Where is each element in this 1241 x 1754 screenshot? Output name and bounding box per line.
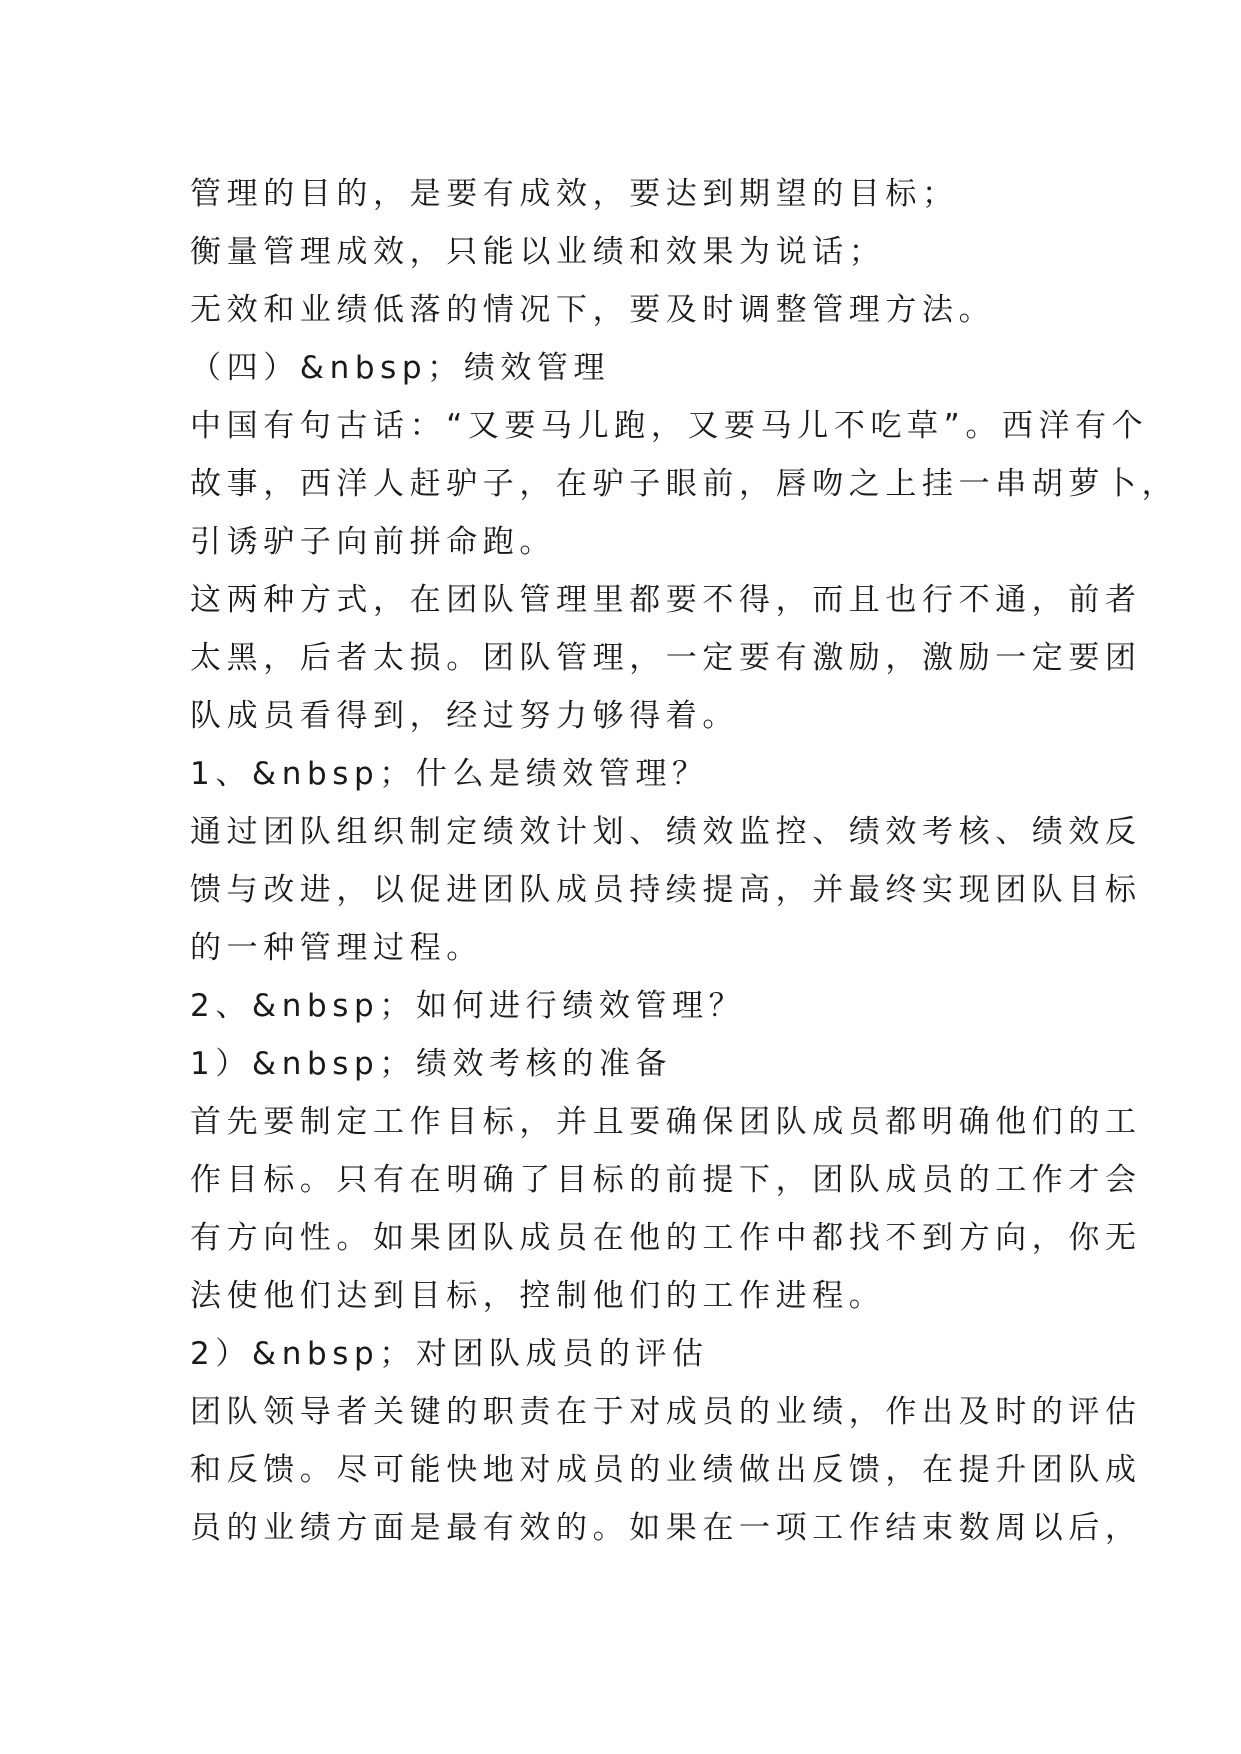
text-line: 团队领导者关键的职责在于对成员的业绩，作出及时的评估 xyxy=(190,1394,1142,1430)
text-line: 有方向性。如果团队成员在他的工作中都找不到方向，你无 xyxy=(190,1220,1142,1256)
text-line: 作目标。只有在明确了目标的前提下，团队成员的工作才会 xyxy=(190,1162,1142,1198)
text-line: 故事，西洋人赶驴子，在驴子眼前，唇吻之上挂一串胡萝卜， xyxy=(190,466,1179,502)
body-text xyxy=(190,165,1179,1557)
text-line: 无效和业绩低落的情况下，要及时调整管理方法。 xyxy=(190,292,996,328)
subsection-heading: 2）&nbsp；对团队成员的评估 xyxy=(190,1336,709,1372)
section-heading: （四）&nbsp；绩效管理 xyxy=(190,350,611,386)
text-line: 队成员看得到，经过努力够得着。 xyxy=(190,698,739,734)
text-line: 通过团队组织制定绩效计划、绩效监控、绩效考核、绩效反 xyxy=(190,814,1142,850)
text-line: 和反馈。尽可能快地对成员的业绩做出反馈，在提升团队成 xyxy=(190,1452,1142,1488)
text-line: 衡量管理成效，只能以业绩和效果为说话； xyxy=(190,234,886,270)
text-line: 引诱驴子向前拼命跑。 xyxy=(190,524,556,560)
subsection-heading: 1、&nbsp；什么是绩效管理？ xyxy=(190,756,709,792)
text-line: 太黑，后者太损。团队管理，一定要有激励，激励一定要团 xyxy=(190,640,1142,676)
text-line: 首先要制定工作目标，并且要确保团队成员都明确他们的工 xyxy=(190,1104,1142,1140)
text-line: 馈与改进，以促进团队成员持续提高，并最终实现团队目标 xyxy=(190,872,1142,908)
text-line: 员的业绩方面是最有效的。如果在一项工作结束数周以后， xyxy=(190,1510,1142,1546)
text-line: 这两种方式，在团队管理里都要不得，而且也行不通，前者 xyxy=(190,582,1142,618)
text-line: 法使他们达到目标，控制他们的工作进程。 xyxy=(190,1278,886,1314)
text-line: 的一种管理过程。 xyxy=(190,930,483,966)
subsection-heading: 2、&nbsp；如何进行绩效管理？ xyxy=(190,988,746,1024)
subsection-heading: 1）&nbsp；绩效考核的准备 xyxy=(190,1046,673,1082)
text-line: 中国有句古话：“又要马儿跑，又要马儿不吃草”。西洋有个 xyxy=(190,408,1149,444)
text-line: 管理的目的，是要有成效，要达到期望的目标； xyxy=(190,176,959,212)
